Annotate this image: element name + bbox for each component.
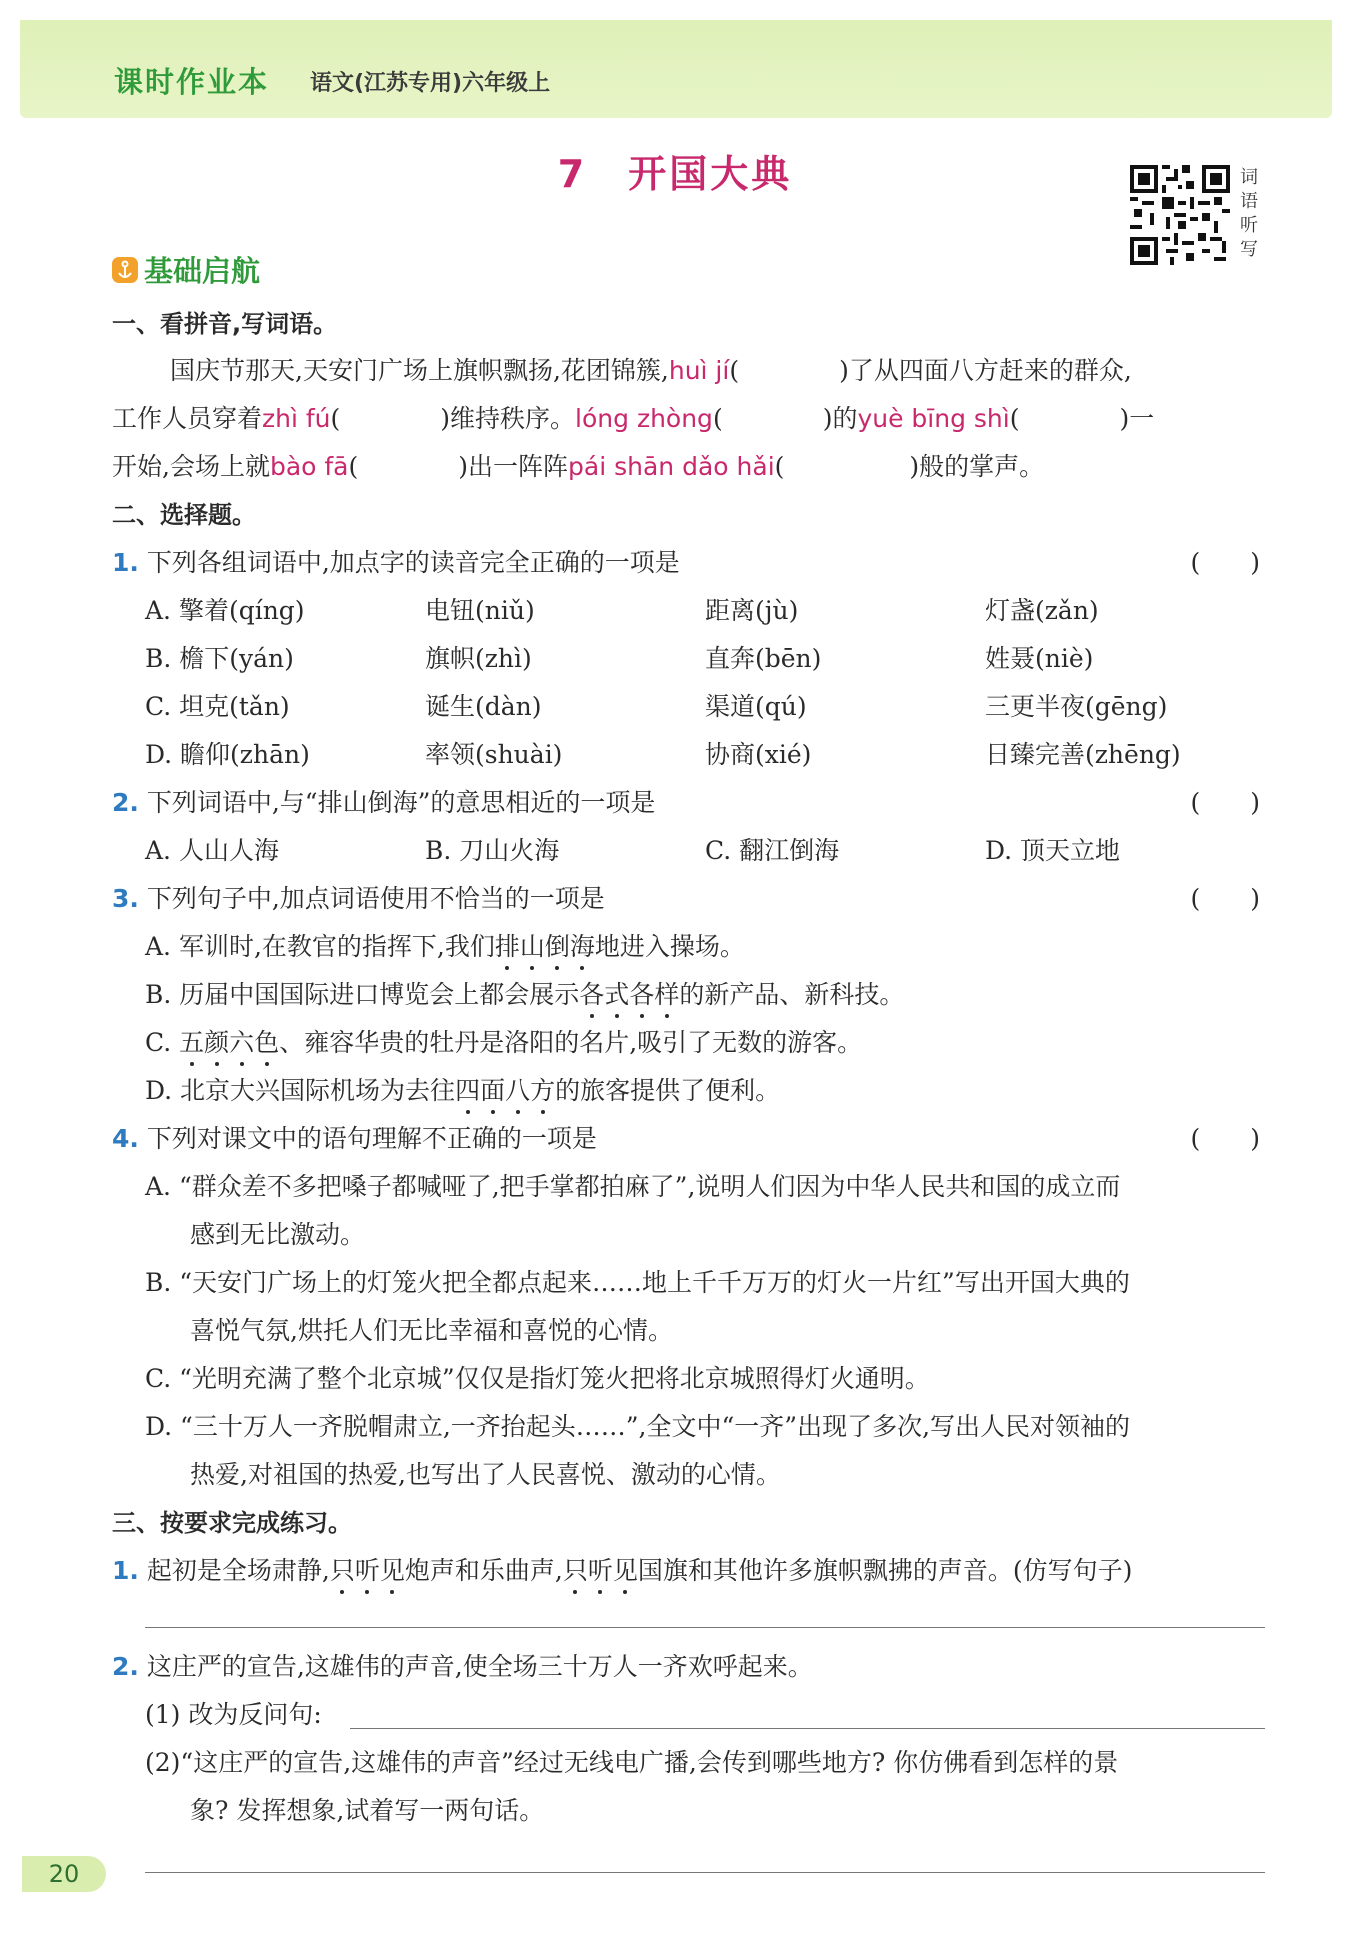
q1-option[interactable]: C. 坦克(tǎn) bbox=[145, 692, 290, 721]
part1-line1 bbox=[170, 354, 1350, 388]
text: B. 历届中国国际进口博览会上都会展示 bbox=[145, 980, 580, 1009]
q4-text: 下列对课文中的语句理解不正确的一项是 bbox=[146, 1124, 597, 1153]
q1-option[interactable]: B. 檐下(yán) bbox=[145, 644, 294, 673]
dotted-phrase: 排山倒海 bbox=[495, 932, 595, 961]
text: 国旗和其他许多旗帜飘拂的声音。(仿写句子) bbox=[637, 1556, 1133, 1585]
q4-option-b-line1[interactable]: B. “天安门广场上的灯笼火把全都点起来……地上千千万万的灯火一片红”写出开国大典的 bbox=[145, 1268, 1130, 1297]
dotted-phrase: 五颜六色 bbox=[179, 1028, 279, 1057]
q1-option: 距离(jù) bbox=[705, 596, 799, 625]
p3-q2-sub1: (1) 改为反问句: bbox=[145, 1700, 322, 1729]
q3-stem bbox=[112, 882, 1350, 916]
q2-stem bbox=[112, 786, 1350, 820]
answer-line[interactable] bbox=[145, 1872, 1265, 1873]
q3-option-c[interactable] bbox=[145, 1026, 1350, 1060]
text: 地进入操场。 bbox=[594, 932, 745, 961]
q1-option: 姓聂(niè) bbox=[985, 644, 1094, 673]
dotted-phrase: 只听见 bbox=[330, 1556, 405, 1585]
q2-option-c[interactable]: C. 翻江倒海 bbox=[705, 836, 840, 865]
q2-text: 下列词语中,与“排山倒海”的意思相近的一项是 bbox=[146, 788, 656, 817]
p3-q2 bbox=[112, 1650, 1350, 1684]
answer-line[interactable] bbox=[145, 1627, 1265, 1628]
section-basic-label: 基础启航 bbox=[144, 254, 261, 288]
q3-option-a[interactable] bbox=[145, 930, 1350, 964]
p3-q2-sub2-line1: (2)“这庄严的宣告,这雄伟的声音”经过无线电广播,会传到哪些地方? 你仿佛看到怎样的景 bbox=[145, 1748, 1119, 1777]
text: 开始,会场上就 bbox=[112, 452, 270, 481]
qr-code-icon[interactable] bbox=[1130, 165, 1230, 265]
q1-number: 1. bbox=[112, 548, 139, 577]
text: A. 军训时,在教官的指挥下,我们 bbox=[145, 932, 495, 961]
part1-line3 bbox=[112, 450, 1350, 484]
p3-q1-number: 1. bbox=[112, 1556, 139, 1585]
blank[interactable]: ( )维持秩序。 bbox=[330, 404, 576, 433]
qr-caption: 词语听写 bbox=[1240, 167, 1258, 260]
text: 炮声和乐曲声, bbox=[404, 1556, 563, 1585]
subject-label: 语文(江苏专用)六年级上 bbox=[310, 71, 551, 96]
blank[interactable]: ( )出一阵阵 bbox=[348, 452, 569, 481]
anchor-icon bbox=[112, 257, 138, 283]
q4-number: 4. bbox=[112, 1124, 139, 1153]
pinyin: zhì fú bbox=[262, 404, 331, 433]
q2-option-b[interactable]: B. 刀山火海 bbox=[425, 836, 560, 865]
part1-heading: 一、看拼音,写词语。 bbox=[112, 310, 338, 338]
q1-option: 渠道(qú) bbox=[705, 692, 807, 721]
q3-number: 3. bbox=[112, 884, 139, 913]
part1-line2 bbox=[112, 402, 1350, 436]
pinyin: huì jí bbox=[668, 356, 730, 385]
part3-heading: 三、按要求完成练习。 bbox=[112, 1509, 352, 1537]
p3-q1 bbox=[112, 1554, 1350, 1588]
page-number: 20 bbox=[22, 1856, 106, 1892]
pinyin: pái shān dǎo hǎi bbox=[568, 452, 775, 481]
q3-text: 下列句子中,加点词语使用不恰当的一项是 bbox=[146, 884, 605, 913]
text: C. bbox=[145, 1028, 180, 1057]
q1-answer-paren[interactable]: ( ) bbox=[1190, 548, 1260, 577]
pinyin: yuè bīng shì bbox=[857, 404, 1010, 433]
q1-option: 三更半夜(gēng) bbox=[985, 692, 1168, 721]
q2-answer-paren[interactable]: ( ) bbox=[1190, 788, 1260, 817]
section-basic bbox=[112, 249, 260, 290]
text: 这庄严的宣告,这雄伟的声音,使全场三十万人一齐欢呼起来。 bbox=[146, 1652, 813, 1681]
q2-number: 2. bbox=[112, 788, 139, 817]
text: 国庆节那天,天安门广场上旗帜飘扬,花团锦簇, bbox=[170, 356, 669, 385]
q4-option-d-line2: 热爱,对祖国的热爱,也写出了人民喜悦、激动的心情。 bbox=[190, 1460, 781, 1489]
text: 的新产品、新科技。 bbox=[679, 980, 905, 1009]
text: 工作人员穿着 bbox=[112, 404, 263, 433]
q1-option: 直奔(bēn) bbox=[705, 644, 822, 673]
q3-option-b[interactable] bbox=[145, 978, 1350, 1012]
q4-option-d-line1[interactable]: D. “三十万人一齐脱帽肃立,一齐抬起头……”,全文中“一齐”出现了多次,写出人民对领袖的 bbox=[145, 1412, 1131, 1441]
text: 起初是全场肃静, bbox=[146, 1556, 330, 1585]
q3-option-d[interactable] bbox=[145, 1074, 1350, 1108]
p3-q2-sub2-line2: 象? 发挥想象,试着写一两句话。 bbox=[190, 1796, 545, 1825]
blank[interactable]: ( )般的掌声。 bbox=[774, 452, 1045, 481]
blank[interactable]: ( )了从四面八方赶来的群众, bbox=[729, 356, 1132, 385]
answer-line[interactable] bbox=[350, 1728, 1265, 1729]
q1-option: 率领(shuài) bbox=[425, 740, 563, 769]
q4-option-a-line1[interactable]: A. “群众差不多把嗓子都喊哑了,把手掌都拍麻了”,说明人们因为中华人民共和国的成立而 bbox=[145, 1172, 1121, 1201]
dotted-phrase: 四面八方 bbox=[455, 1076, 555, 1105]
q1-option[interactable]: D. 瞻仰(zhān) bbox=[145, 740, 310, 769]
text: 的旅客提供了便利。 bbox=[555, 1076, 781, 1105]
q2-option-d[interactable]: D. 顶天立地 bbox=[985, 836, 1121, 865]
q1-option: 诞生(dàn) bbox=[425, 692, 542, 721]
q1-text: 下列各组词语中,加点字的读音完全正确的一项是 bbox=[146, 548, 680, 577]
q1-stem bbox=[112, 546, 1350, 580]
blank[interactable]: ( )一 bbox=[1009, 404, 1155, 433]
q3-answer-paren[interactable]: ( ) bbox=[1190, 884, 1260, 913]
q2-option-a[interactable]: A. 人山人海 bbox=[145, 836, 279, 865]
q1-option: 日臻完善(zhēng) bbox=[985, 740, 1181, 769]
q1-option: 电钮(niǔ) bbox=[425, 596, 535, 625]
pinyin: bào fā bbox=[269, 452, 349, 481]
q1-option[interactable]: A. 擎着(qíng) bbox=[145, 596, 305, 625]
q4-option-a-line2: 感到无比激动。 bbox=[190, 1220, 366, 1249]
dotted-phrase: 只听见 bbox=[563, 1556, 638, 1585]
q1-option: 灯盏(zǎn) bbox=[985, 596, 1099, 625]
brand-title: 课时作业本 bbox=[114, 65, 270, 99]
text: 、雍容华贵的牡丹是洛阳的名片,吸引了无数的游客。 bbox=[279, 1028, 863, 1057]
q4-stem bbox=[112, 1122, 1350, 1156]
text: D. 北京大兴国际机场为去往 bbox=[145, 1076, 456, 1105]
part2-heading: 二、选择题。 bbox=[112, 501, 256, 529]
q4-answer-paren[interactable]: ( ) bbox=[1190, 1124, 1260, 1153]
q4-option-b-line2: 喜悦气氛,烘托人们无比幸福和喜悦的心情。 bbox=[190, 1316, 673, 1345]
p3-q2-number: 2. bbox=[112, 1652, 139, 1681]
blank[interactable]: ( )的 bbox=[712, 404, 858, 433]
dotted-phrase: 各式各样 bbox=[579, 980, 679, 1009]
lesson-title: 7 开国大典 bbox=[557, 152, 793, 196]
q4-option-c[interactable]: C. “光明充满了整个北京城”仅仅是指灯笼火把将北京城照得灯火通明。 bbox=[145, 1364, 930, 1393]
q1-option: 协商(xié) bbox=[705, 740, 812, 769]
q1-option: 旗帜(zhì) bbox=[425, 644, 532, 673]
pinyin: lóng zhòng bbox=[575, 404, 713, 433]
